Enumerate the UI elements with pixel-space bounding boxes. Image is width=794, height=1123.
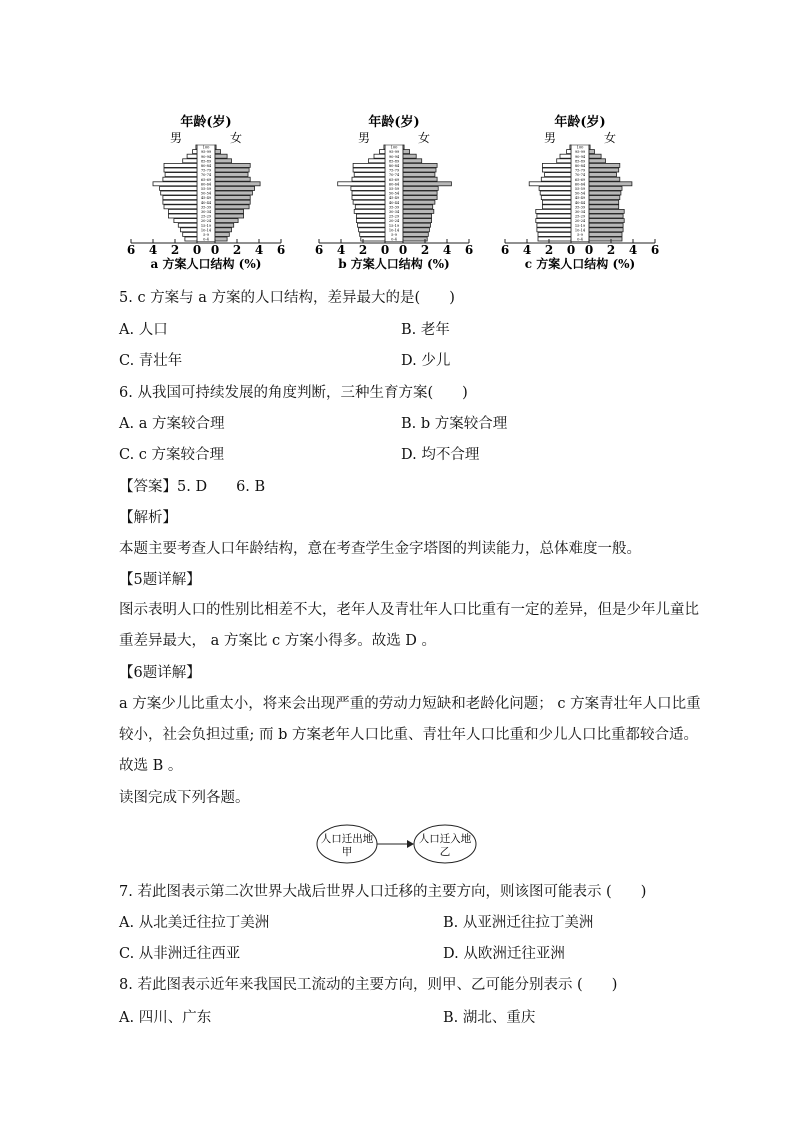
axis-tick-label: 2	[420, 243, 430, 257]
female-bar	[403, 182, 451, 186]
female-bar	[589, 145, 590, 149]
male-bar	[353, 200, 385, 204]
migration-flow-diagram	[315, 822, 480, 866]
age-group-label: 35-39	[388, 205, 400, 210]
male-bar	[541, 177, 571, 181]
destination-code: 乙	[439, 846, 451, 858]
female-bar	[589, 163, 620, 167]
option-b: B. 湖北、重庆	[443, 1010, 536, 1026]
analysis-text: 本题主要考查人口年龄结构，意在考查学生金字塔图的判读能力，总体难度一般。	[119, 541, 641, 557]
male-bar	[352, 191, 385, 195]
pyramid-a	[127, 114, 285, 271]
female-bar	[215, 159, 232, 163]
female-bar	[589, 196, 620, 200]
age-group-label: 85-89	[388, 159, 400, 164]
female-bar	[215, 186, 255, 190]
age-header: 年龄(岁)	[554, 115, 606, 130]
option-c: C. 青壮年	[119, 353, 183, 369]
axis-tick-label: 6	[464, 243, 474, 257]
female-bar	[215, 200, 250, 204]
axis-tick-label: 2	[544, 243, 554, 257]
male-bar	[355, 205, 385, 209]
male-bar	[537, 228, 571, 232]
male-bar	[168, 209, 197, 213]
male-bar	[374, 154, 385, 158]
male-bar	[542, 205, 571, 209]
question-8-stem: 8. 若此图表示近年来我国民工流动的主要方向，则甲、乙可能分别表示 ( )	[119, 977, 618, 993]
male-label: 男	[169, 131, 183, 145]
age-group-label: 60-64	[200, 182, 212, 187]
age-group-label: 20-24	[200, 219, 212, 224]
age-group-label: 95-99	[574, 150, 586, 155]
female-bar	[589, 173, 617, 177]
age-group-label: 75-79	[574, 168, 586, 173]
male-bar	[196, 145, 197, 149]
age-group-label: 85-89	[200, 159, 212, 164]
population-pyramids	[118, 112, 678, 274]
female-bar	[589, 168, 619, 172]
female-bar	[589, 150, 595, 154]
female-bar	[215, 205, 249, 209]
age-group-label: 60-64	[574, 182, 586, 187]
age-group-label: 95-99	[388, 150, 400, 155]
axis-tick-label: 6	[500, 243, 510, 257]
axis-tick-label: 0	[566, 243, 576, 257]
age-group-label: 20-24	[388, 219, 400, 224]
male-bar	[352, 177, 385, 181]
female-bar	[589, 205, 619, 209]
female-label: 女	[229, 131, 243, 145]
male-bar	[358, 223, 386, 227]
age-group-label: 85-89	[574, 159, 586, 164]
male-bar	[545, 173, 571, 177]
female-bar	[215, 168, 249, 172]
age-group-label: 80-84	[574, 164, 586, 168]
age-group-label: 15-19	[574, 223, 586, 228]
male-bar	[529, 182, 571, 186]
female-bar	[589, 232, 622, 236]
age-header: 年龄(岁)	[368, 115, 420, 130]
female-bar	[589, 154, 601, 158]
male-bar	[356, 219, 385, 223]
axis-tick-label: 2	[606, 243, 616, 257]
male-bar	[360, 232, 385, 236]
axis-tick-label: 4	[442, 243, 452, 257]
age-group-label: 50-54	[388, 191, 400, 196]
female-bar	[215, 163, 250, 167]
question-5-stem: 5. c 方案与 a 方案的人口结构，差异最大的是( )	[119, 290, 455, 306]
age-group-label: 40-44	[388, 200, 400, 205]
option-c: C. c 方案较合理	[119, 447, 225, 463]
female-bar	[215, 191, 252, 195]
female-bar	[589, 237, 622, 241]
male-bar	[369, 159, 386, 163]
age-group-label: 15-19	[200, 223, 212, 228]
age-group-label: 0-4	[577, 237, 583, 242]
age-group-label: 80-84	[388, 164, 400, 168]
question-6-stem: 6. 从我国可持续发展的角度判断，三种生育方案( )	[119, 385, 468, 401]
female-bar	[403, 154, 416, 158]
male-bar	[354, 209, 385, 213]
axis-tick-label: 4	[254, 243, 264, 257]
intro-text: 读图完成下列各题。	[119, 790, 250, 806]
axis-tick-label: 0	[210, 243, 220, 257]
male-bar	[538, 237, 571, 241]
female-bar	[403, 196, 437, 200]
female-bar	[215, 145, 216, 149]
age-group-label: 25-29	[388, 214, 400, 219]
option-d: D. 从欧洲迁往亚洲	[443, 946, 565, 962]
male-bar	[164, 168, 197, 172]
option-b: B. 老年	[401, 322, 450, 338]
male-bar	[384, 145, 385, 149]
female-bar	[589, 182, 632, 186]
male-bar	[164, 205, 197, 209]
destination-label: 人口迁入地	[418, 833, 472, 845]
question-8-row1	[119, 1008, 536, 1028]
age-group-label: 60-64	[388, 182, 400, 187]
pyramid-caption: b 方案人口结构 (%)	[338, 257, 450, 271]
female-bar	[589, 214, 623, 218]
male-bar	[567, 150, 571, 154]
female-bar	[215, 154, 227, 158]
option-a: A. 四川、广东	[119, 1010, 212, 1026]
question-5-detail-title: 【5题详解】	[119, 572, 201, 588]
female-bar	[403, 223, 431, 227]
question-7-stem: 7. 若此图表示第二次世界大战后世界人口迁移的主要方向，则该图可能表示 ( )	[119, 884, 647, 900]
age-group-label: 35-39	[200, 205, 212, 210]
question-7-row2	[119, 944, 565, 964]
female-bar	[215, 150, 221, 154]
age-group-label: 40-44	[574, 200, 586, 205]
male-bar	[354, 173, 385, 177]
female-bar	[403, 186, 438, 190]
female-bar	[403, 173, 435, 177]
axis-tick-label: 6	[650, 243, 660, 257]
female-bar	[403, 168, 436, 172]
axis-tick-label: 4	[336, 243, 346, 257]
age-group-label: 40-44	[200, 200, 212, 205]
female-bar	[589, 219, 624, 223]
question-6-detail-title: 【6题详解】	[119, 665, 201, 681]
female-label: 女	[603, 131, 617, 145]
age-group-label: 65-69	[388, 177, 400, 182]
origin-label: 人口迁出地	[320, 833, 374, 845]
male-bar	[537, 214, 571, 218]
female-bar	[403, 145, 404, 149]
female-bar	[589, 209, 624, 213]
female-bar	[403, 237, 427, 241]
question-6-row2	[119, 445, 480, 465]
male-bar	[185, 237, 197, 241]
male-bar	[165, 173, 197, 177]
age-group-label: 80-84	[200, 164, 212, 168]
axis-tick-label: 0	[584, 243, 594, 257]
age-group-label: 50-54	[574, 191, 586, 196]
option-b: B. b 方案较合理	[401, 416, 508, 432]
male-bar	[542, 168, 571, 172]
male-bar	[570, 145, 571, 149]
female-bar	[589, 228, 623, 232]
age-group-label: 0-4	[391, 237, 397, 242]
age-group-label: 90-94	[388, 154, 400, 159]
male-bar	[164, 163, 197, 167]
female-label: 女	[417, 131, 431, 145]
age-group-label: 10-14	[574, 228, 586, 233]
axis-tick-label: 2	[358, 243, 368, 257]
origin-code: 甲	[341, 846, 353, 858]
question-6-row1	[119, 414, 508, 434]
female-bar	[215, 196, 250, 200]
female-bar	[215, 219, 238, 223]
age-group-label: 5-9	[577, 233, 583, 237]
axis-tick-label: 0	[380, 243, 390, 257]
option-a: A. 人口	[119, 322, 168, 338]
male-bar	[163, 196, 197, 200]
female-bar	[215, 237, 227, 241]
axis-tick-label: 6	[276, 243, 286, 257]
axis-tick-label: 4	[148, 243, 158, 257]
male-bar	[542, 200, 571, 204]
male-bar	[183, 159, 197, 163]
male-bar	[163, 200, 197, 204]
age-group-label: 100	[576, 145, 584, 150]
age-group-label: 30-34	[574, 210, 586, 214]
age-group-label: 10-14	[200, 228, 212, 233]
pyramid-bars	[153, 145, 260, 242]
male-bar	[536, 219, 571, 223]
age-group-label: 20-24	[574, 219, 586, 224]
age-group-label: 75-79	[200, 168, 212, 173]
pyramid-caption: a 方案人口结构 (%)	[150, 257, 262, 271]
female-bar	[403, 232, 428, 236]
female-bar	[215, 223, 234, 227]
female-bar	[403, 191, 437, 195]
male-label: 男	[543, 131, 557, 145]
male-bar	[168, 214, 197, 218]
pyramid-bars	[338, 145, 452, 242]
female-bar	[215, 173, 248, 177]
age-group-label: 10-14	[388, 228, 400, 233]
male-bar	[352, 196, 385, 200]
male-bar	[178, 223, 197, 227]
age-group-label: 45-49	[388, 196, 400, 201]
female-bar	[403, 177, 437, 181]
age-group-label: 5-9	[391, 233, 397, 237]
male-bar	[161, 191, 197, 195]
female-bar	[215, 232, 229, 236]
male-bar	[560, 154, 571, 158]
option-a: A. a 方案较合理	[119, 416, 225, 432]
age-group-label: 75-79	[388, 168, 400, 173]
age-group-label: 70-74	[200, 173, 212, 178]
age-group-label: 90-94	[200, 154, 212, 159]
age-group-label: 100	[390, 145, 398, 150]
axis-tick-label: 4	[628, 243, 638, 257]
male-bar	[540, 191, 571, 195]
arrow-head-icon	[407, 840, 414, 848]
male-bar	[538, 232, 571, 236]
question-5-detail-text: 图示表明人口的性别比相差不大，老年人及青壮年人口比重有一定的差异，但是少年儿童比重差异最大， a 方案比 c 方案小得多。故选 D 。	[119, 602, 699, 649]
answer-line: 【答案】5. D 6. B	[119, 479, 266, 495]
age-group-label: 65-69	[200, 177, 212, 182]
female-bar	[589, 186, 622, 190]
age-group-label: 15-19	[388, 223, 400, 228]
age-group-label: 70-74	[574, 173, 586, 178]
female-bar	[589, 177, 620, 181]
male-bar	[193, 150, 197, 154]
age-group-label: 30-34	[200, 210, 212, 214]
male-bar	[541, 196, 571, 200]
age-group-label: 25-29	[574, 214, 586, 219]
age-group-label: 90-94	[574, 154, 586, 159]
age-group-label: 30-34	[388, 210, 400, 214]
age-group-label: 100	[202, 145, 210, 150]
female-bar	[215, 177, 250, 181]
female-bar	[589, 159, 606, 163]
male-bar	[153, 182, 197, 186]
female-bar	[403, 150, 410, 154]
question-7-row1	[119, 913, 594, 933]
analysis-title: 【解析】	[119, 510, 177, 526]
female-bar	[403, 163, 437, 167]
female-bar	[403, 159, 422, 163]
age-group-label: 70-74	[388, 173, 400, 178]
male-bar	[361, 237, 385, 241]
female-bar	[403, 200, 435, 204]
male-bar	[174, 219, 197, 223]
option-b: B. 从亚洲迁往拉丁美洲	[443, 915, 594, 931]
age-group-label: 45-49	[200, 196, 212, 201]
pyramid-bars	[529, 145, 632, 242]
question-5-row1	[119, 320, 450, 340]
female-bar	[215, 182, 260, 186]
question-5-row2	[119, 351, 451, 371]
age-group-label: 45-49	[574, 196, 586, 201]
male-bar	[353, 163, 385, 167]
axis-tick-label: 2	[232, 243, 242, 257]
female-bar	[215, 228, 232, 232]
axis-tick-label: 0	[398, 243, 408, 257]
male-bar	[539, 186, 571, 190]
age-group-label: 95-99	[200, 150, 212, 155]
age-header: 年龄(岁)	[180, 115, 232, 130]
female-bar	[215, 214, 244, 218]
axis-tick-label: 0	[192, 243, 202, 257]
male-bar	[187, 154, 197, 158]
axis-tick-label: 2	[170, 243, 180, 257]
pyramid-c	[501, 114, 659, 271]
male-bar	[537, 223, 571, 227]
male-bar	[338, 182, 385, 186]
male-label: 男	[357, 131, 371, 145]
female-bar	[403, 214, 432, 218]
male-bar	[356, 214, 385, 218]
pyramid-caption: c 方案人口结构 (%)	[524, 257, 636, 271]
female-bar	[589, 223, 623, 227]
male-bar	[380, 150, 386, 154]
age-group-label: 65-69	[574, 177, 586, 182]
age-group-label: 55-59	[200, 187, 212, 191]
option-a: A. 从北美迁往拉丁美洲	[119, 915, 270, 931]
age-group-label: 55-59	[388, 187, 400, 191]
option-c: C. 从非洲迁往西亚	[119, 946, 241, 962]
age-group-label: 35-39	[574, 205, 586, 210]
male-bar	[351, 186, 385, 190]
female-bar	[589, 200, 619, 204]
option-d: D. 少儿	[401, 353, 451, 369]
male-bar	[557, 159, 571, 163]
age-group-label: 25-29	[200, 214, 212, 219]
female-bar	[403, 228, 429, 232]
axis-tick-label: 6	[314, 243, 324, 257]
female-bar	[403, 219, 432, 223]
age-group-label: 5-9	[203, 233, 209, 237]
option-d: D. 均不合理	[401, 447, 480, 463]
axis-tick-label: 4	[522, 243, 532, 257]
age-group-label: 55-59	[574, 187, 586, 191]
female-bar	[403, 205, 433, 209]
male-bar	[353, 168, 385, 172]
axis-tick-label: 6	[126, 243, 136, 257]
male-bar	[183, 232, 197, 236]
male-bar	[359, 228, 385, 232]
female-bar	[403, 209, 434, 213]
male-bar	[163, 177, 197, 181]
question-6-detail-text: a 方案少儿比重太小，将来会出现严重的劳动力短缺和老龄化问题； c 方案青壮年人口比重较小，社会负担过重; 而 b 方案老年人口比重、青壮年人口比重和少儿人口比重都较合适。故选 B 。	[119, 696, 701, 774]
age-group-label: 0-4	[203, 237, 209, 242]
male-bar	[181, 228, 198, 232]
pyramid-b	[315, 114, 473, 271]
male-bar	[542, 163, 571, 167]
male-bar	[536, 209, 571, 213]
age-group-label: 50-54	[200, 191, 212, 196]
female-bar	[215, 209, 244, 213]
female-bar	[589, 191, 621, 195]
male-bar	[160, 186, 197, 190]
